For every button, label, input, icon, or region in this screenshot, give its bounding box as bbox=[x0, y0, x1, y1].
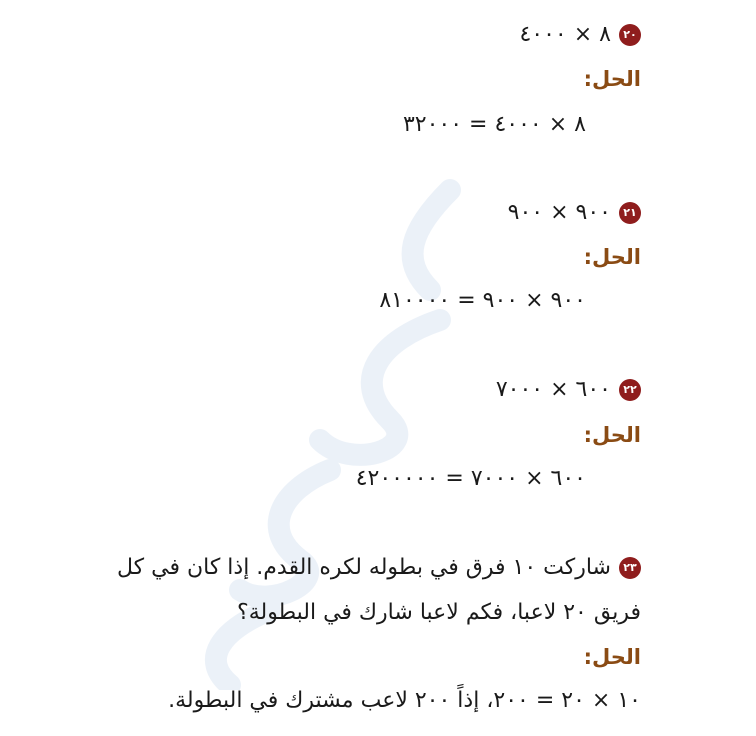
question-number-badge: ٢١ bbox=[619, 202, 641, 224]
question-number-badge: ٢٠ bbox=[619, 24, 641, 46]
question-text: ٩٠٠ × ٩٠٠ bbox=[507, 200, 611, 225]
solution-label: الحل: bbox=[583, 67, 641, 91]
solution-label: الحل: bbox=[583, 645, 641, 669]
question-20 bbox=[519, 20, 641, 50]
answer: ٦٠٠ × ٧٠٠٠ = ٤٢٠٠٠٠٠ bbox=[355, 466, 586, 491]
solution-label: الحل: bbox=[583, 245, 641, 269]
question-23 bbox=[117, 553, 641, 583]
question-text: ٨ × ٤٠٠٠ bbox=[519, 22, 611, 47]
question-number-badge: ٢٣ bbox=[619, 557, 641, 579]
solution-label: الحل: bbox=[583, 423, 641, 447]
answer: ٨ × ٤٠٠٠ = ٣٢٠٠٠ bbox=[402, 112, 586, 137]
question-text-line-2: فريق ٢٠ لاعبا، فكم لاعبا شارك في البطولة؟ bbox=[237, 600, 641, 625]
final-answer: ١٠ × ٢٠ = ٢٠٠، إذاً ٢٠٠ لاعب مشترك في البطولة. bbox=[168, 688, 641, 713]
question-text-line-1: شاركت ١٠ فرق في بطوله لكره القدم. إذا كان في كل bbox=[116, 555, 611, 580]
answer: ٩٠٠ × ٩٠٠ = ٨١٠٠٠٠ bbox=[379, 288, 586, 313]
question-number-badge: ٢٢ bbox=[619, 379, 641, 401]
question-21 bbox=[508, 198, 641, 228]
question-22 bbox=[496, 375, 641, 405]
question-text: ٦٠٠ × ٧٠٠٠ bbox=[495, 377, 611, 402]
